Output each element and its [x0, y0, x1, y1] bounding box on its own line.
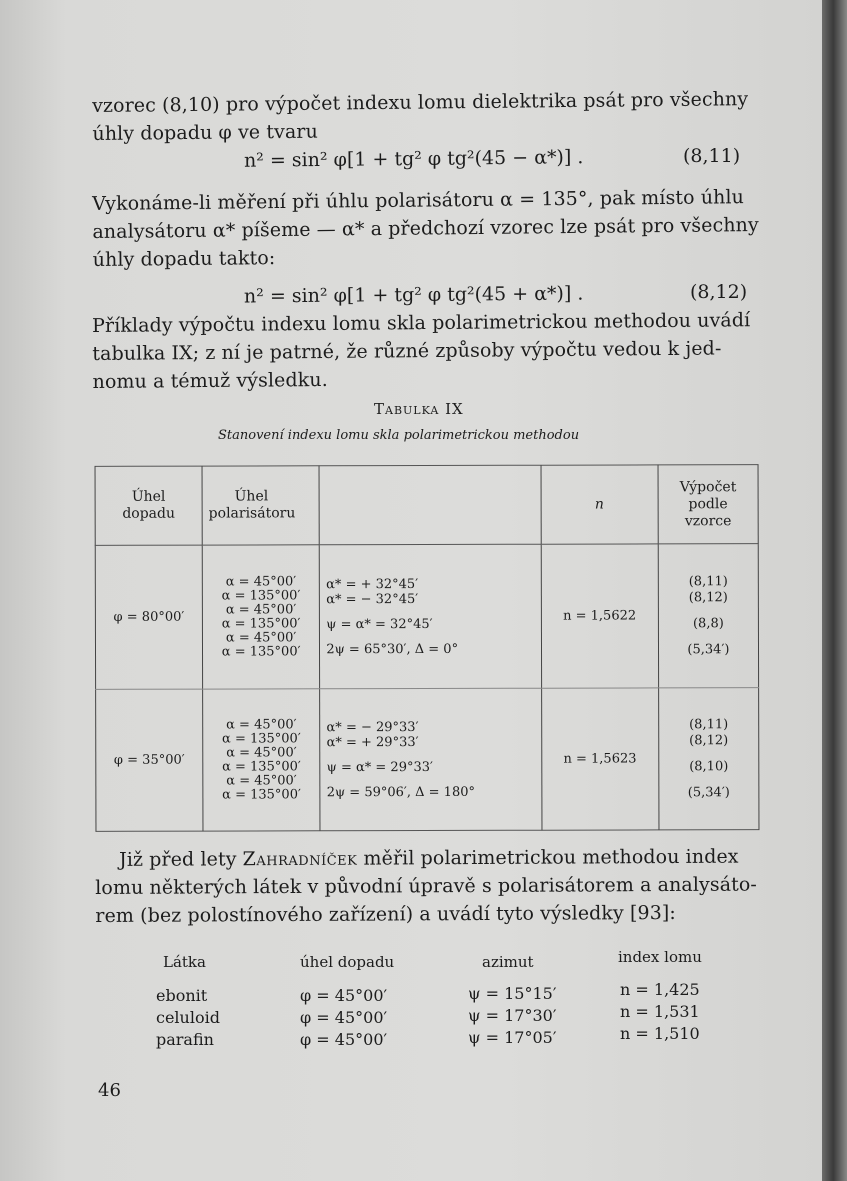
formula-ref: (5,34′) [687, 641, 730, 657]
formula-ref: (8,11) [689, 716, 729, 732]
incidence-cell: φ = 80°00′ [95, 545, 202, 689]
formula-ref: (5,34′) [687, 784, 730, 800]
paragraph-3-line: nomu a témuž výsledku. [92, 368, 328, 393]
calc-value: ψ = α* = 32°45′ [326, 616, 433, 632]
polarizer-value: α = 45°00′ [226, 772, 297, 789]
polarizer-value: α = 45°00′ [226, 744, 297, 761]
polarizer-value: α = 135°00′ [221, 615, 301, 632]
results-header-index: index lomu [618, 948, 702, 966]
paragraph-1 [92, 85, 763, 148]
header-text: Úhel [234, 488, 269, 505]
book-spine-shadow [822, 0, 847, 1181]
equation-8-12: n² = sin² φ[1 + tg² φ tg²(45 + α*)] . [243, 282, 584, 308]
table-title: Tabulka IX [374, 400, 464, 418]
results-incidence: φ = 45°00′ [300, 986, 388, 1005]
author-name: Zahradníček [242, 847, 358, 871]
polarizer-value: α = 45°00′ [226, 716, 297, 733]
results-substance: celuloid [156, 1008, 220, 1027]
results-header-incidence: úhel dopadu [300, 953, 395, 971]
paragraph-3-line: Příklady výpočtu indexu lomu skla polarimetrickou methodou uvádí [92, 309, 751, 337]
calc-cell [320, 544, 542, 689]
results-azimuth: ψ = 15°15′ [468, 984, 557, 1003]
calc-value: ψ = α* = 29°33′ [326, 759, 433, 775]
header-text: polarisátoru [208, 505, 296, 522]
calc-value: α* = − 29°33′ [326, 719, 419, 735]
results-header-substance: Látka [163, 953, 206, 971]
header-incidence-angle [95, 466, 202, 545]
results-azimuth: ψ = 17°30′ [468, 1006, 557, 1025]
calc-cell [320, 688, 542, 831]
polarizer-value: α = 45°00′ [225, 573, 297, 590]
results-incidence: φ = 45°00′ [300, 1030, 388, 1049]
paragraph-4-line [95, 842, 765, 874]
text-run: Již před lety [119, 848, 243, 871]
header-text: Výpočet [679, 478, 737, 495]
polarizer-value: α = 135°00′ [221, 587, 301, 604]
paragraph-4-line: rem (bez polostínového zařízení) a uvádí tyto výsledky [93]: [95, 901, 676, 927]
results-header-azimuth: azimut [482, 953, 534, 971]
paragraph-3 [92, 306, 763, 396]
formula-ref: (8,12) [688, 589, 728, 605]
paragraph-2-line: úhly dopadu takto: [92, 247, 276, 271]
paragraph-2-line: Vykonáme-li měření při úhlu polarisátoru α = 135°, pak místo úhlu [92, 186, 745, 215]
polarizer-value: α = 135°00′ [221, 730, 301, 747]
polarizer-value: α = 45°00′ [225, 601, 297, 618]
equation-number-8-12: (8,12) [690, 281, 748, 303]
calc-value: α* = + 32°45′ [326, 576, 419, 592]
results-substance: ebonit [156, 986, 208, 1005]
paragraph-2 [92, 183, 763, 274]
equation-number-8-11: (8,11) [683, 145, 741, 167]
paragraph-1-line: úhly dopadu φ ve tvaru [92, 120, 318, 145]
polarizer-value: α = 45°00′ [225, 629, 297, 646]
results-incidence: φ = 45°00′ [300, 1008, 388, 1027]
table-row [96, 688, 759, 832]
header-text: podle vzorce [684, 495, 732, 529]
results-azimuth: ψ = 17°05′ [468, 1028, 557, 1047]
results-substance: parafin [156, 1030, 214, 1049]
formula-cell [658, 544, 758, 688]
n-cell: n = 1,5623 [541, 688, 659, 830]
polarizer-cell [202, 545, 320, 689]
paragraph-4-line: lomu některých látek v původní úpravě s polarisátorem a analysáto- [95, 873, 757, 899]
polarizer-value: α = 135°00′ [222, 786, 301, 803]
polarizer-value: α = 135°00′ [222, 758, 301, 775]
formula-ref: (8,12) [689, 732, 729, 748]
polarizer-value: α = 135°00′ [221, 643, 301, 660]
formula-ref: (8,10) [689, 758, 729, 774]
results-index: n = 1,531 [620, 1002, 700, 1021]
header-formula [658, 465, 758, 544]
results-index: n = 1,510 [620, 1024, 700, 1043]
n-cell: n = 1,5622 [541, 544, 659, 688]
table-row [95, 544, 758, 690]
incidence-cell: φ = 35°00′ [96, 689, 203, 831]
table-ix [95, 464, 760, 832]
text-run: měřil polarimetrickou methodou index [357, 845, 739, 870]
page-number: 46 [98, 1080, 121, 1101]
header-n: n [541, 465, 659, 544]
header-calculation [319, 465, 540, 545]
results-index: n = 1,425 [620, 980, 700, 999]
paragraph-2-line: analysátoru α* píšeme — α* a předchozí vzorec lze psát pro všechny [92, 214, 759, 243]
equation-8-11: n² = sin² φ[1 + tg² φ tg²(45 − α*)] . [243, 146, 584, 172]
header-polarizer-angle [202, 466, 320, 545]
paragraph-3-line: tabulka IX; z ní je patrné, že různé způsoby výpočtu vedou k jed- [92, 337, 722, 365]
formula-ref: (8,8) [692, 615, 724, 631]
calc-value: 2ψ = 65°30′, Δ = 0° [326, 641, 459, 657]
calc-value: α* = + 29°33′ [326, 734, 419, 750]
header-text: Úhel [131, 488, 166, 505]
header-text: dopadu [122, 505, 176, 522]
calc-value: α* = − 32°45′ [326, 591, 419, 607]
formula-ref: (8,11) [688, 573, 728, 589]
paragraph-4 [95, 842, 765, 930]
polarizer-cell [203, 689, 321, 831]
paragraph-1-line: vzorec (8,10) pro výpočet indexu lomu dielektrika psát pro všechny [92, 88, 749, 117]
table-subtitle: Stanovení indexu lomu skla polarimetrickou methodou [218, 428, 580, 443]
calc-value: 2ψ = 59°06′, Δ = 180° [326, 784, 475, 800]
formula-cell [658, 688, 758, 830]
